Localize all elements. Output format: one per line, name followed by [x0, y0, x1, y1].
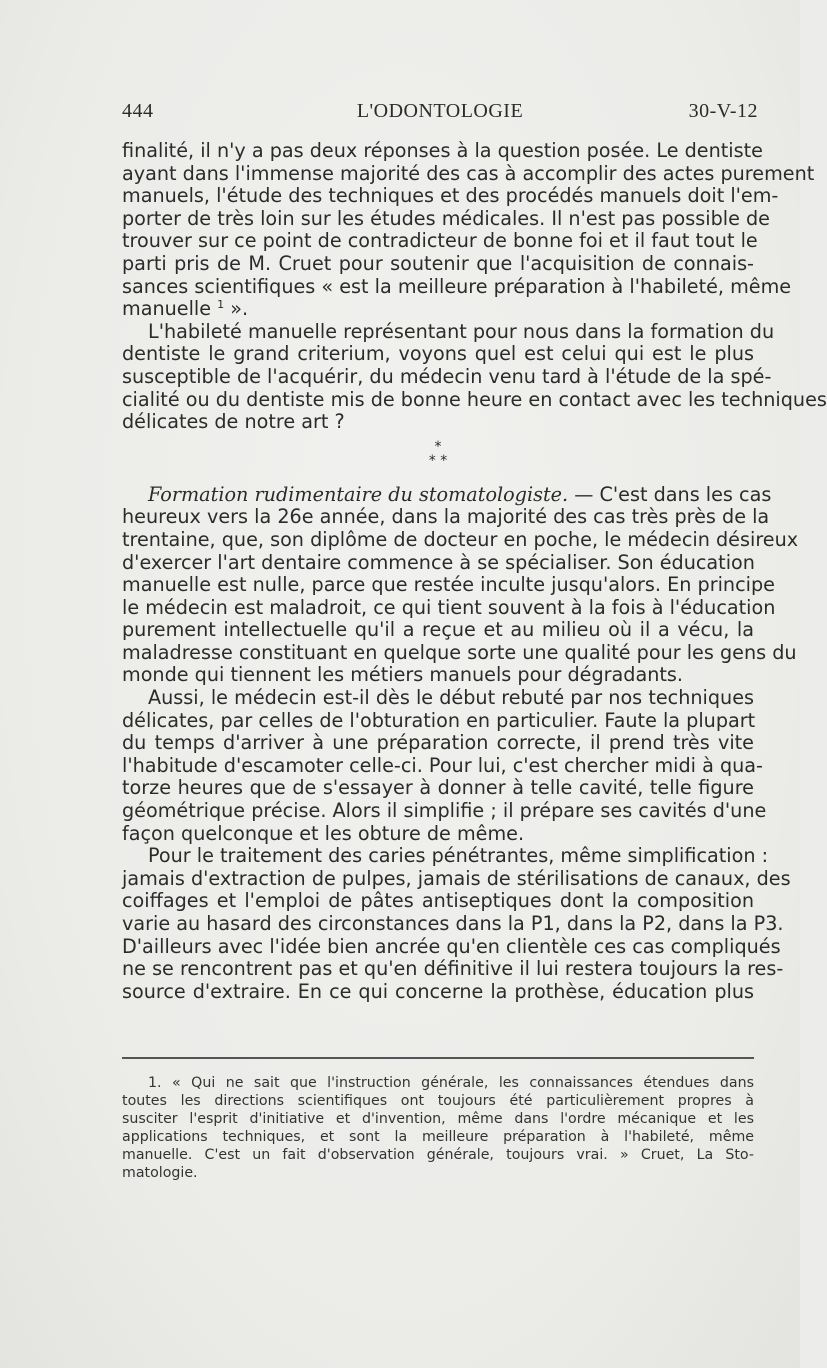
text-line: sances scientifiques « est la meilleure préparation à l'habileté, même — [122, 274, 792, 298]
text-line: du temps d'arriver à une préparation correcte, il prend très vite — [122, 731, 754, 755]
text-line: trouver sur ce point de contradicteur de bonne foi et il faut tout le — [122, 229, 758, 253]
text-line: manuels, l'étude des techniques et des procédés manuels doit l'em- — [122, 184, 779, 208]
article-body — [122, 139, 827, 1003]
issue-date: 30-V-12 — [688, 100, 758, 122]
text-line — [122, 482, 772, 507]
running-header — [122, 100, 758, 128]
text-line: dentiste le grand criterium, voyons quel est celui qui est le plus — [122, 342, 754, 366]
text-fragment: ». — [224, 297, 249, 321]
text-line: manuelle est nulle, parce que restée inculte jusqu'alors. En principe — [122, 573, 775, 597]
text-line: maladresse constituant en quelque sorte une qualité pour les gens du — [122, 640, 797, 664]
text-line: délicates de notre art ? — [122, 410, 345, 434]
paragraph-4 — [122, 686, 767, 845]
text-line: D'ailleurs avec l'idée bien ancrée qu'en clientèle ces cas compliqués — [122, 934, 781, 958]
text-line: coiffages et l'emploi de pâtes antiseptiques dont la composition — [122, 889, 754, 913]
text-line: Aussi, le médecin est-il dès le début rebuté par nos techniques — [148, 686, 754, 710]
asterism-top: * — [434, 438, 442, 455]
journal-title: L'ODONTOLOGIE — [356, 100, 524, 122]
footnote-line: matologie. — [122, 1165, 198, 1181]
text-line: purement intellectuelle qu'il a reçue et au milieu où il a vécu, la — [122, 618, 754, 642]
footnote-line: manuelle. C'est un fait d'observation générale, toujours vrai. » Cruet, La Sto- — [122, 1147, 754, 1163]
footnote-line: toutes les directions scientifiques ont toujours été particulièrement propres à — [122, 1093, 754, 1109]
text-line: monde qui tiennent les métiers manuels pour dégradants. — [122, 663, 683, 687]
text-line: parti pris de M. Cruet pour soutenir que l'acquisition de connais- — [122, 251, 754, 275]
text-line: le médecin est maladroit, ce qui tient souvent à la fois à l'éducation — [122, 595, 776, 619]
footnote-rule — [122, 1057, 754, 1059]
asterism-bottom: * * — [428, 452, 448, 469]
text-line: varie au hasard des circonstances dans la P1, dans la P2, dans la P3. — [122, 912, 784, 935]
text-line: délicates, par celles de l'obturation en particulier. Faute la plupart — [122, 708, 756, 732]
paragraph-1 — [122, 139, 815, 321]
text-line: finalité, il n'y a pas deux réponses à la question posée. Le dentiste — [122, 139, 763, 162]
text-fragment: — C'est dans les cas — [568, 482, 772, 506]
text-line — [122, 298, 754, 321]
text-line: L'habileté manuelle représentant pour nous dans la formation du — [148, 319, 775, 343]
footnote-line: applications techniques, et sont la meilleure préparation à l'habileté, même — [122, 1129, 754, 1145]
footnote — [122, 1074, 754, 1182]
paragraph-5 — [122, 844, 791, 1003]
text-line: susceptible de l'acquérir, du médecin venu tard à l'étude de la spé- — [122, 364, 772, 388]
text-line: torze heures que de s'essayer à donner à telle cavité, telle figure — [122, 776, 754, 800]
footnote-line: susciter l'esprit d'initiative et d'invention, même dans l'ordre mécanique et les — [122, 1111, 754, 1127]
text-fragment: manuelle — [122, 297, 212, 321]
text-line: ayant dans l'immense majorité des cas à accomplir des actes purement — [122, 161, 815, 185]
text-line: d'exercer l'art dentaire commence à se spécialiser. Son éducation — [122, 550, 755, 574]
text-line: jamais d'extraction de pulpes, jamais de stérilisations de canaux, des — [122, 866, 791, 890]
text-line: façon quelconque et les obture de même. — [122, 821, 525, 845]
text-line: porter de très loin sur les études médicales. Il n'est pas possible de — [122, 206, 770, 230]
section-separator — [122, 440, 754, 476]
text-line: trentaine, que, son diplôme de docteur en poche, le médecin désireux — [122, 527, 799, 551]
text-line: ne se rencontrent pas et qu'en définitive il lui restera toujours la res- — [122, 957, 784, 981]
text-line: source d'extraire. En ce qui concerne la prothèse, éducation plus — [122, 979, 754, 1003]
text-line: géométrique précise. Alors il simplifie ; il prépare ses cavités d'une — [122, 799, 767, 823]
paragraph-2 — [122, 319, 827, 434]
footnote-line: 1. « Qui ne sait que l'instruction générale, les connaissances étendues dans — [148, 1075, 754, 1091]
text-line: l'habitude d'escamoter celle-ci. Pour lui, c'est chercher midi à qua- — [122, 753, 763, 777]
footnote-ref: 1 — [217, 298, 225, 312]
text-line: Pour le traitement des caries pénétrantes, même simplification : — [148, 844, 769, 868]
text-line: heureux vers la 26e année, dans la majorité des cas très près de la — [122, 505, 770, 529]
paragraph-3 — [122, 482, 799, 687]
section-heading: Formation rudimentaire du stomatologiste. — [148, 482, 569, 506]
text-line: cialité ou du dentiste mis de bonne heure en contact avec les techniques — [122, 387, 827, 411]
page-number: 444 — [122, 100, 154, 122]
